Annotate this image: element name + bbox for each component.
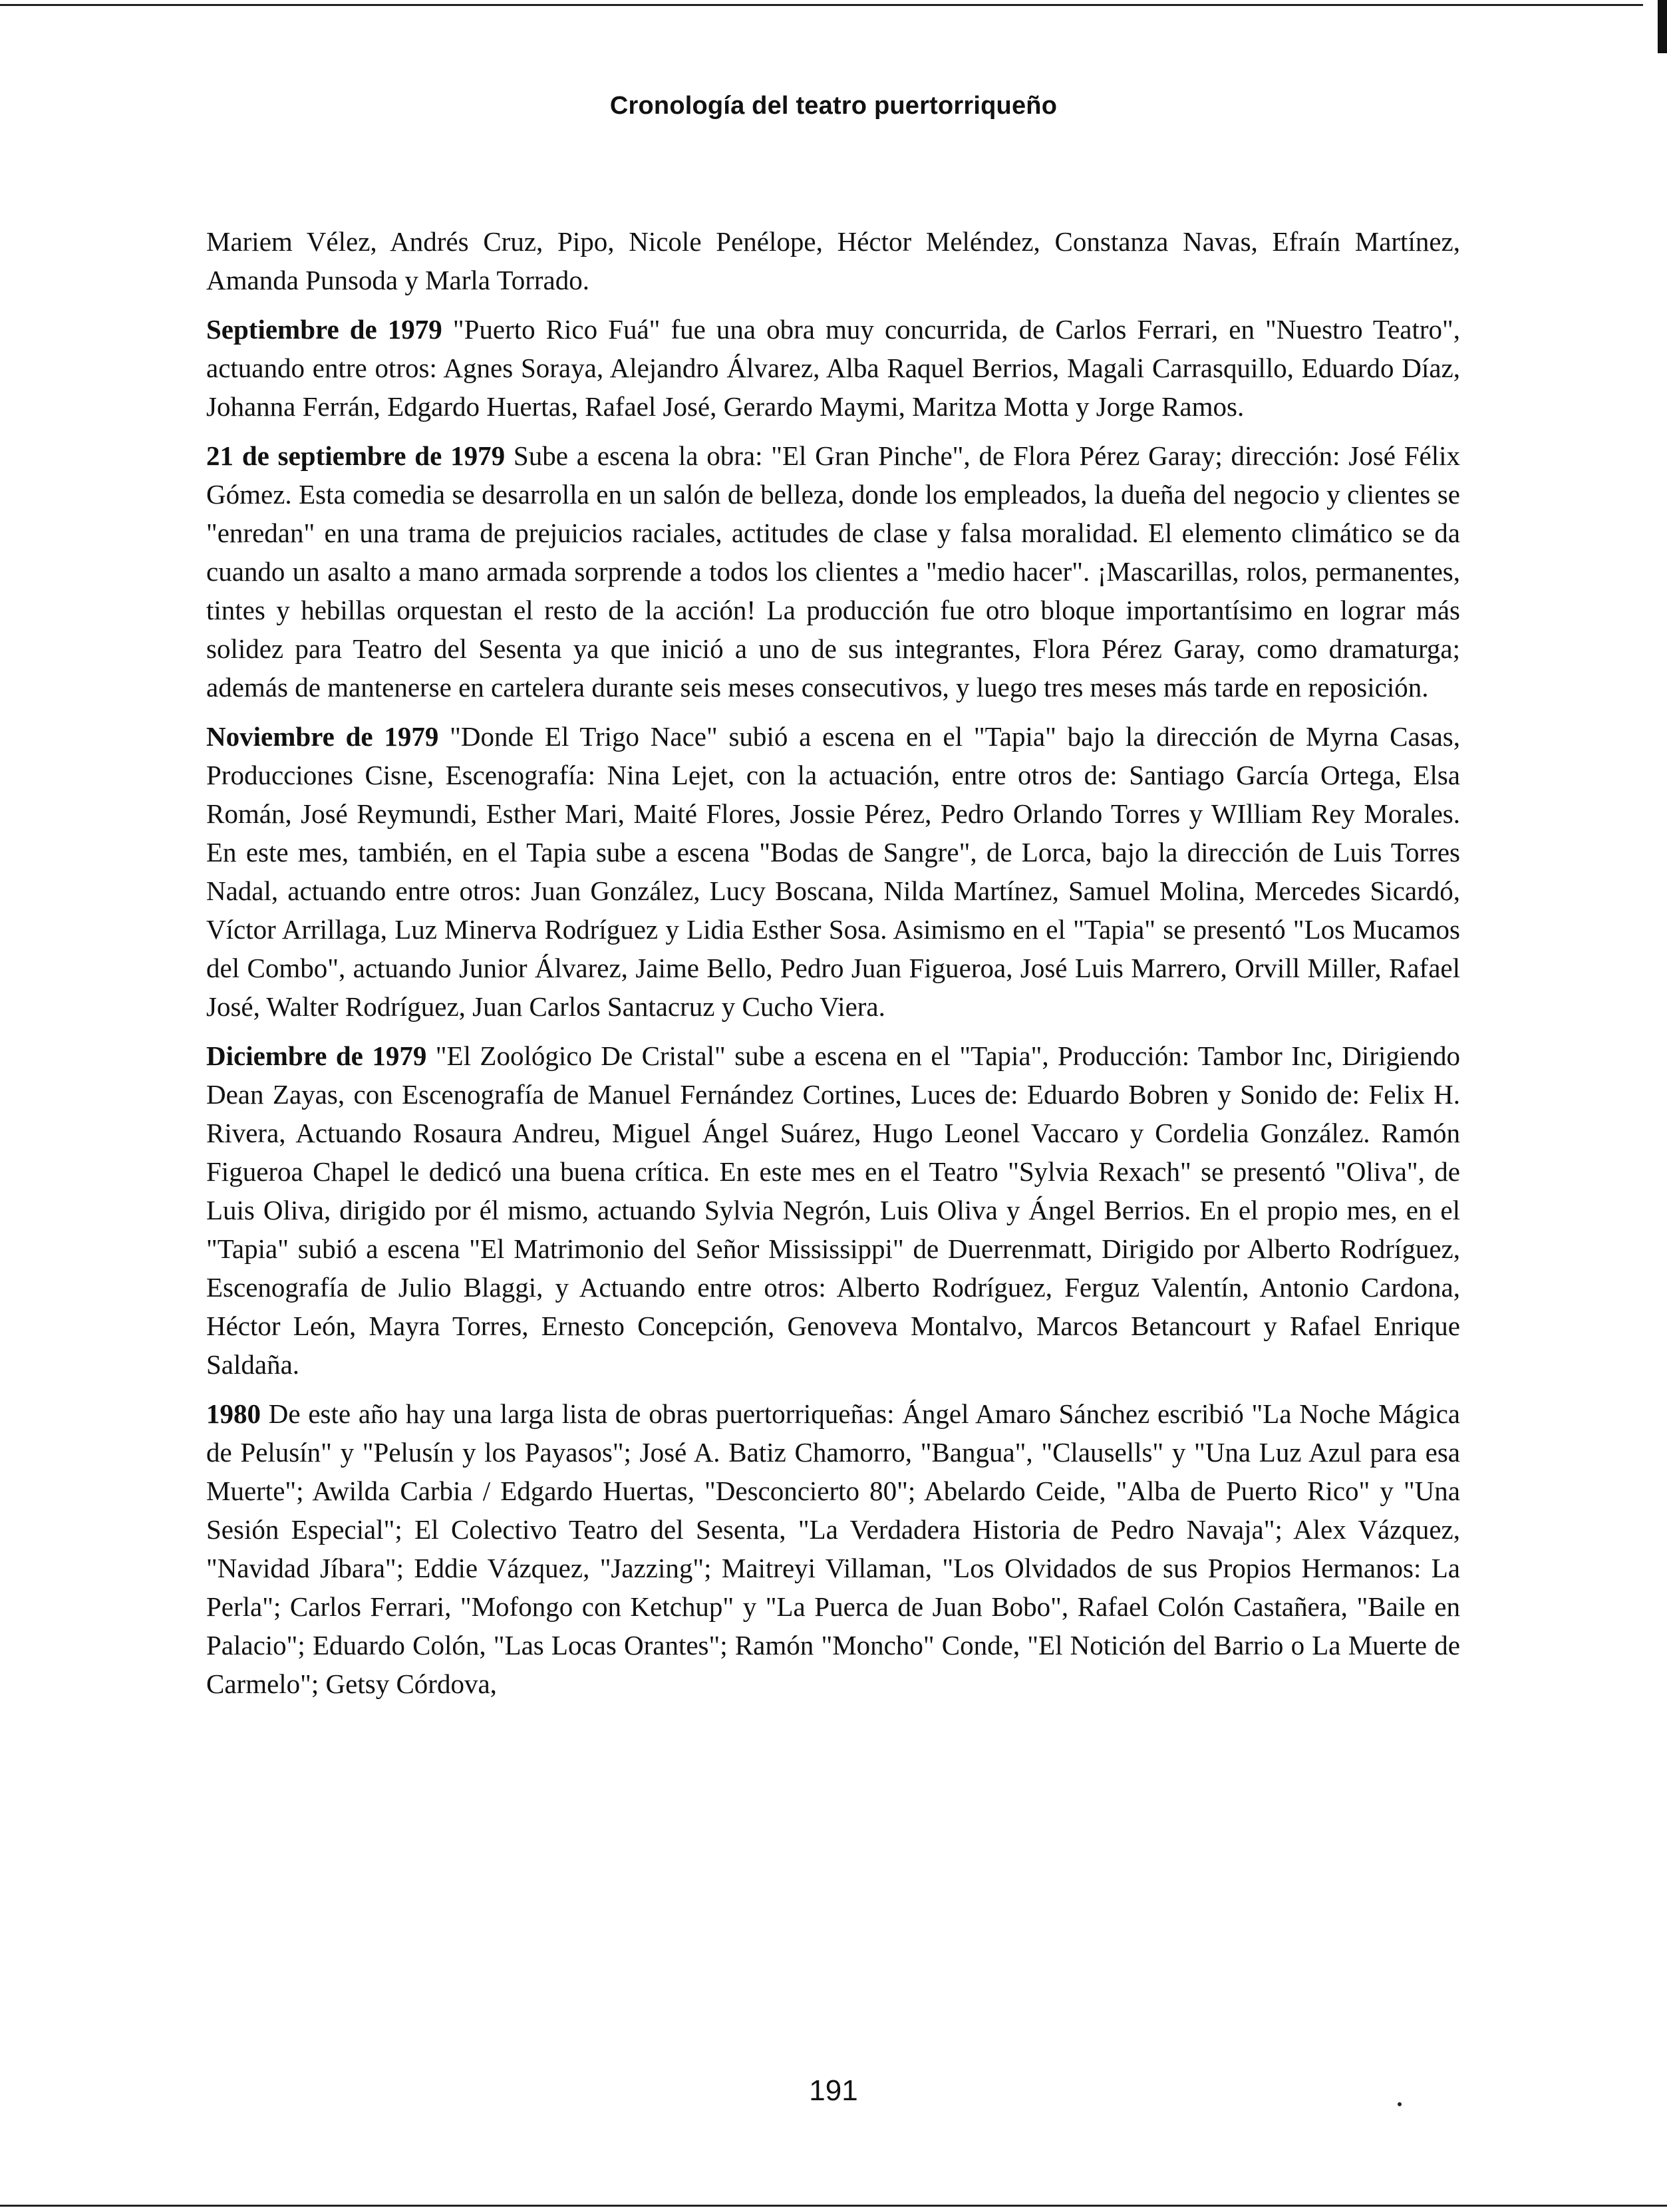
entry-septiembre-1979 [206, 310, 1460, 426]
entry-1980 [206, 1394, 1460, 1703]
entry-text: "Puerto Rico Fuá" fue una obra muy concurrida, de Carlos Ferrari, en "Nuestro Teatro", actuando entre otros: Agnes Soraya, Alejandro Álvarez, Alba Raquel Berrios, Magali Carrasquillo, Eduardo Díaz, Johanna Ferrán, Edgardo Huertas, Rafael José, Gerardo Maymi, Maritza Motta y Jorge Ramos. [206, 314, 1461, 422]
entry-noviembre-1979 [206, 717, 1460, 1026]
entry-date: Diciembre de 1979 [206, 1040, 427, 1071]
entry-diciembre-1979 [206, 1036, 1460, 1384]
entry-date: 21 de septiembre de 1979 [206, 440, 506, 471]
entry-text: "Donde El Trigo Nace" subió a escena en el "Tapia" bajo la dirección de Myrna Casas, Producciones Cisne, Escenografía: Nina Lejet, con la actuación, entre otros de: Santiago García Ortega, Elsa Román, José Reymundi, Esther Mari, Maité Flores, Jossie Pérez, Pedro Orlando Torres y WIlliam Rey Morales. En este mes, también, en el Tapia sube a escena "Bodas de Sangre", de Lorca, bajo la dirección de Luis Torres Nadal, actuando entre otros: Juan González, Lucy Boscana, Nilda Martínez, Samuel Molina, Mercedes Sicardó, Víctor Arrillaga, Luz Minerva Rodríguez y Lidia Esther Sosa. Asimismo en el "Tapia" se presentó "Los Mucamos del Combo", actuando Junior Álvarez, Jaime Bello, Pedro Juan Figueroa, José Luis Marrero, Orvill Miller, Rafael José, Walter Rodríguez, Juan Carlos Santacruz y Cucho Viera. [206, 721, 1460, 1022]
scan-border-bottom [0, 2205, 1667, 2207]
entry-continuation [206, 222, 1460, 299]
entry-date: 1980 [206, 1398, 261, 1429]
page-number: 191 [809, 2074, 858, 2107]
page-body [206, 222, 1460, 1714]
entry-21-septiembre-1979 [206, 436, 1460, 707]
scan-border-top [0, 4, 1643, 6]
entry-text: Mariem Vélez, Andrés Cruz, Pipo, Nicole Penélope, Héctor Meléndez, Constanza Navas, Efraín Martínez, Amanda Punsoda y Marla Torrado. [206, 226, 1460, 295]
running-header: Cronología del teatro puertorriqueño [609, 92, 1058, 120]
entry-text: Sube a escena la obra: "El Gran Pinche", de Flora Pérez Garay; dirección: José Félix Gómez. Esta comedia se desarrolla en un salón de belleza, donde los empleados, la dueña del negocio y clientes se "enredan" en una trama de prejuicios raciales, actitudes de clase y falsa moralidad. El elemento climático se da cuando un asalto a mano armada sorprende a todos los clientes a "medio hacer". ¡Mascarillas, rolos, permanentes, tintes y hebillas orquestan el resto de la acción! La producción fue otro bloque importantísimo en lograr más solidez para Teatro del Sesenta ya que inició a uno de sus integrantes, Flora Pérez Garay, como dramaturga; además de mantenerse en cartelera durante seis meses consecutivos, y luego tres meses más tarde en reposición. [206, 440, 1461, 703]
scan-corner-mark [1658, 0, 1667, 53]
entry-date: Septiembre de 1979 [206, 314, 442, 345]
entry-text: De este año hay una larga lista de obras puertorriqueñas: Ángel Amaro Sánchez escribió "La Noche Mágica de Pelusín" y "Pelusín y los Payasos"; José A. Batiz Chamorro, "Bangua", "Clausells" y "Una Luz Azul para esa Muerte"; Awilda Carbia / Edgardo Huertas, "Desconcierto 80"; Abelardo Ceide, "Alba de Puerto Rico" y "Una Sesión Especial"; El Colectivo Teatro del Sesenta, "La Verdadera Historia de Pedro Navaja"; Alex Vázquez, "Navidad Jíbara"; Eddie Vázquez, "Jazzing"; Maitreyi Villaman, "Los Olvidados de sus Propios Hermanos: La Perla"; Carlos Ferrari, "Mofongo con Ketchup" y "La Puerca de Juan Bobo", Rafael Colón Castañera, "Baile en Palacio"; Eduardo Colón, "Las Locas Orantes"; Ramón "Moncho" Conde, "El Notición del Barrio o La Muerte de Carmelo"; Getsy Córdova, [206, 1398, 1460, 1699]
entry-date: Noviembre de 1979 [206, 721, 439, 752]
scan-speck [1398, 2102, 1402, 2106]
entry-text: "El Zoológico De Cristal" sube a escena en el "Tapia", Producción: Tambor Inc, Dirigiendo Dean Zayas, con Escenografía de Manuel Fernández Cortines, Luces de: Eduardo Bobren y Sonido de: Felix H. Rivera, Actuando Rosaura Andreu, Miguel Ángel Suárez, Hugo Leonel Vaccaro y Cordelia González. Ramón Figueroa Chapel le dedicó una buena crítica. En este mes en el Teatro "Sylvia Rexach" se presentó "Oliva", de Luis Oliva, dirigido por él mismo, actuando Sylvia Negrón, Luis Oliva y Ángel Berrios. En el propio mes, en el "Tapia" subió a escena "El Matrimonio del Señor Mississippi" de Duerrenmatt, Dirigido por Alberto Rodríguez, Escenografía de Julio Blaggi, y Actuando entre otros: Alberto Rodríguez, Ferguz Valentín, Antonio Cardona, Héctor León, Mayra Torres, Ernesto Concepción, Genoveva Montalvo, Marcos Betancourt y Rafael Enrique Saldaña. [206, 1040, 1460, 1380]
